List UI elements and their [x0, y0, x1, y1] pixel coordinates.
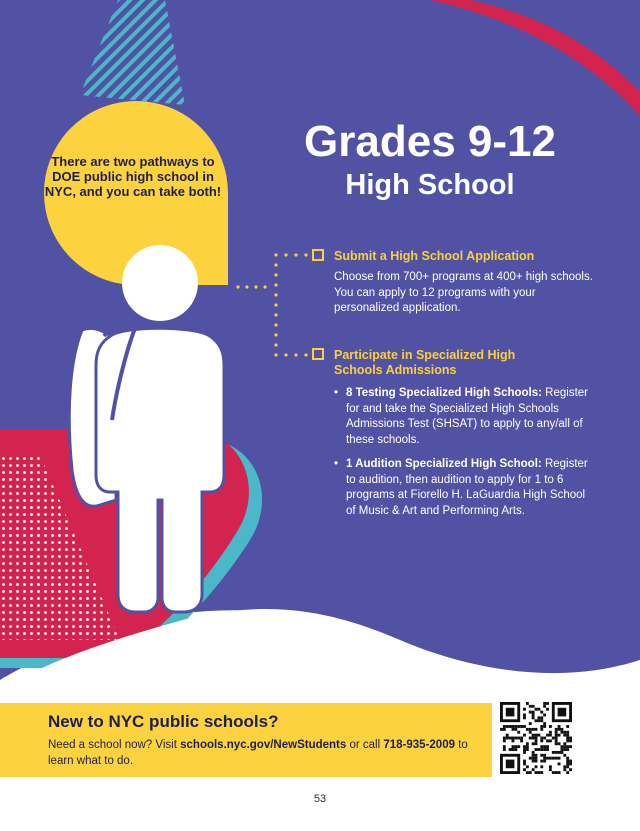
- bullet-text: Register for and take the Specialized High Schools Admissions Test (SHSAT) to apply to any/all of these schools.: [346, 387, 588, 446]
- section2-heading: Participate in Specialized High Schools Admissions: [334, 348, 516, 377]
- footer-phone: 718-935-2009: [383, 739, 455, 751]
- specialized-schools-list: [334, 386, 596, 528]
- page-title: Grades 9-12: [304, 117, 556, 166]
- footer-text: [48, 737, 468, 769]
- list-item: [334, 386, 596, 448]
- footer-title: New to NYC public schools?: [48, 712, 279, 731]
- bullet-text: Register to audition, then audition to apply for 1 to 6 programs at Fiorello H. LaGuardia High School of Music & Art and Performing Arts.: [346, 458, 588, 517]
- page-number: 53: [313, 793, 327, 805]
- page-subtitle: High School: [345, 169, 515, 201]
- bullet-title: 8 Testing Specialized High Schools:: [346, 387, 542, 399]
- bullet-title: 1 Audition Specialized High School:: [346, 458, 542, 470]
- qr-code-icon[interactable]: [500, 702, 572, 774]
- footer-text-part: to learn what to do.: [48, 739, 468, 767]
- footer-text-part: Need a school now? Visit: [48, 739, 177, 751]
- speech-bubble-text: There are two pathways to DOE public high school in NYC, and you can take both!: [44, 154, 222, 199]
- footer-link[interactable]: schools.nyc.gov/NewStudents: [180, 739, 347, 751]
- section1-body: Choose from 700+ programs at 400+ high schools. You can apply to 12 programs with your personalized application.: [334, 271, 593, 314]
- list-item: [334, 457, 596, 519]
- checkbox-icon: [312, 348, 324, 360]
- section1-heading: Submit a High School Application: [334, 249, 535, 263]
- checkbox-icon: [312, 249, 324, 261]
- footer-text-part: or call: [349, 739, 381, 751]
